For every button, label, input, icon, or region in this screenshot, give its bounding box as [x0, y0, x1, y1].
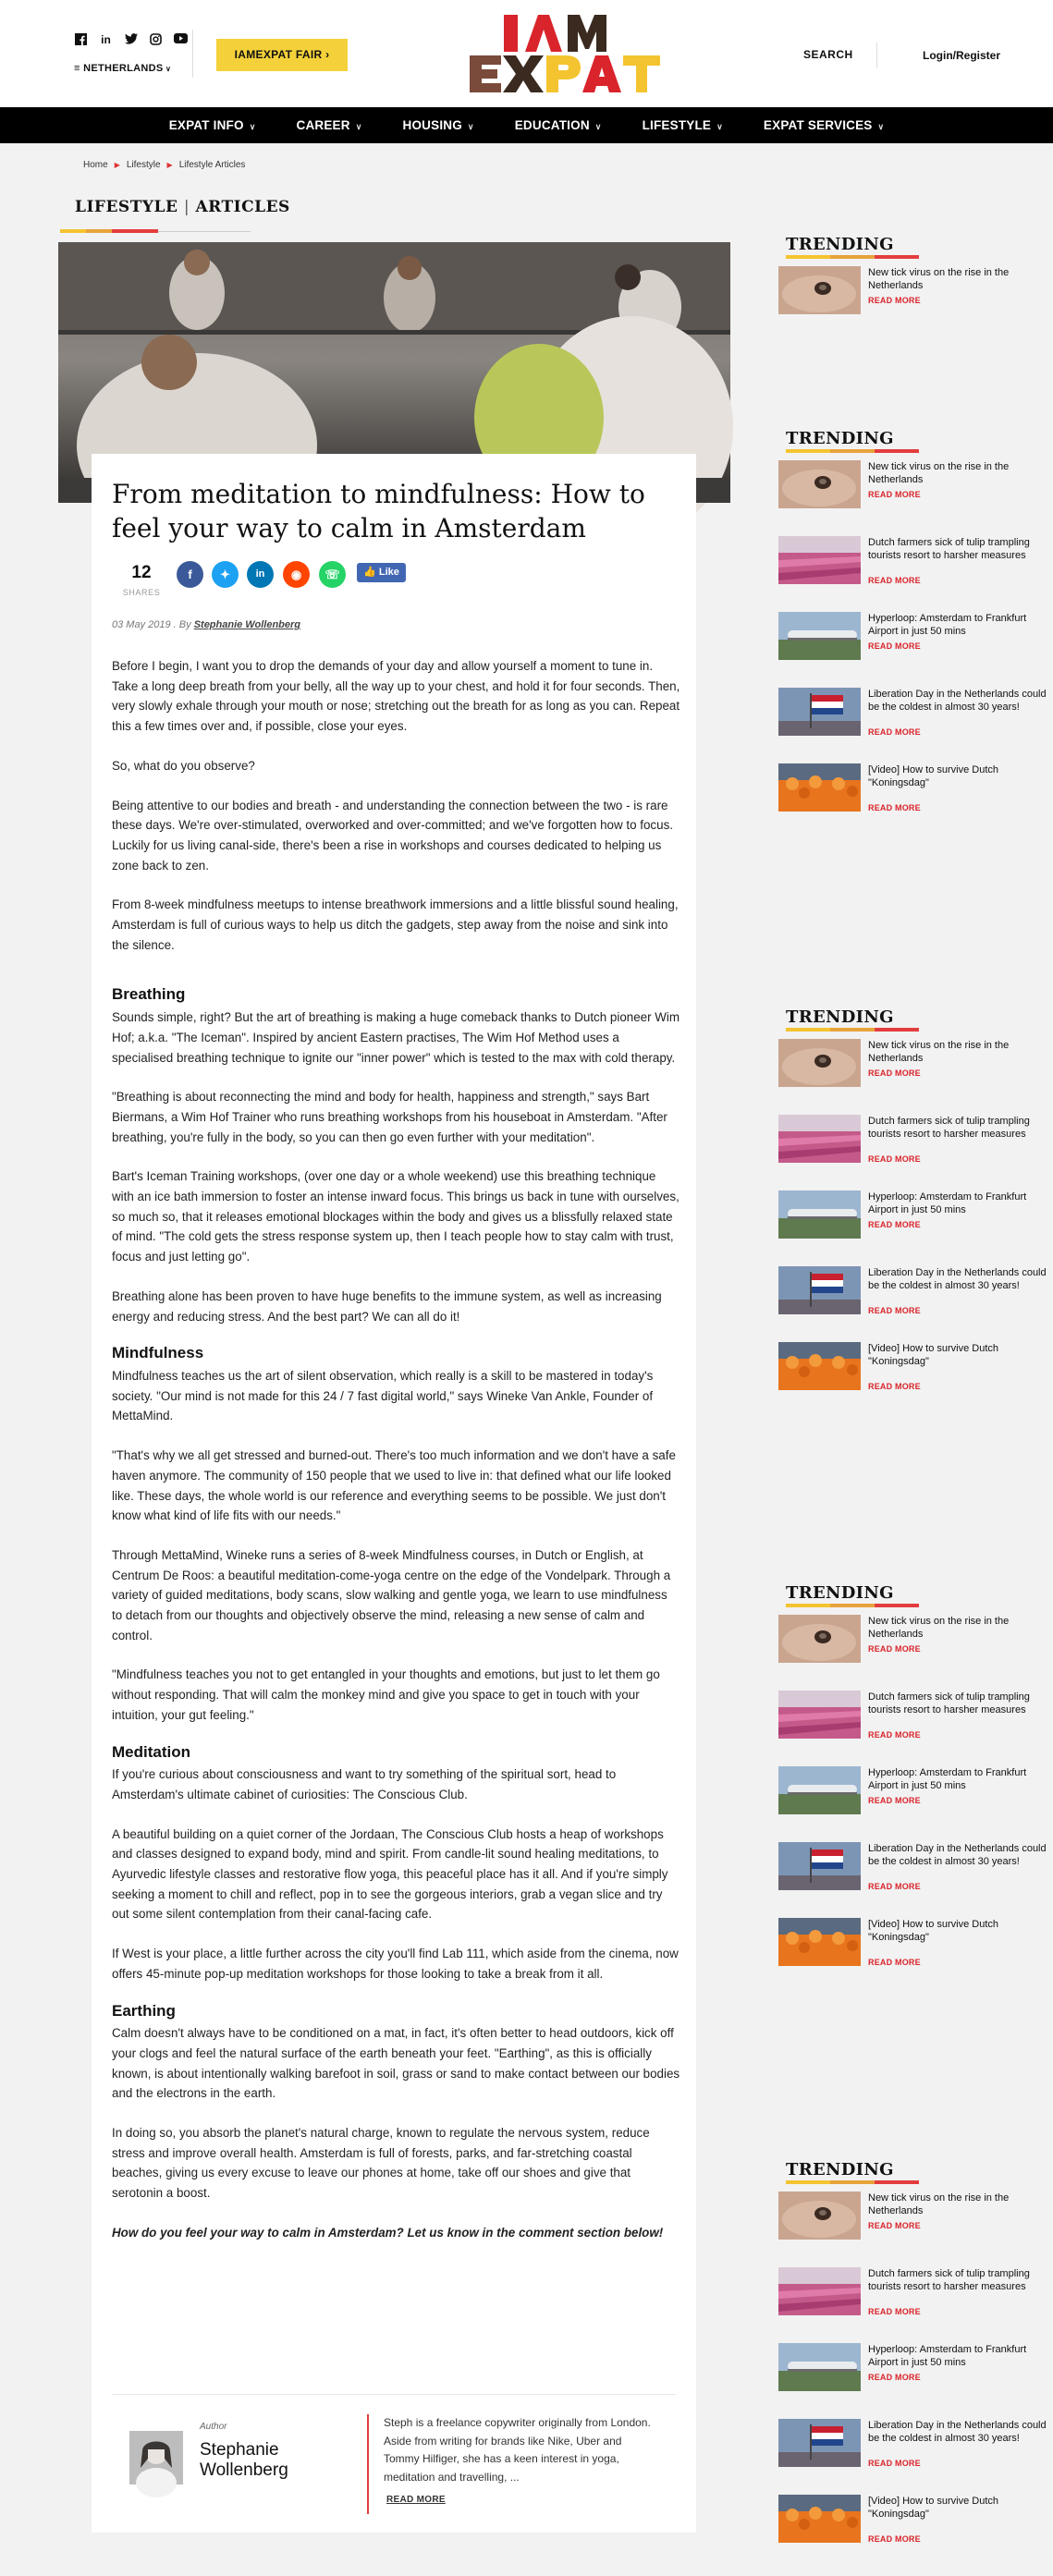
stripe-segment [786, 1604, 830, 1607]
trending-heading: TRENDING [786, 429, 894, 448]
trending-heading: TRENDING [786, 2160, 894, 2179]
chevron-down-icon: ∨ [355, 122, 362, 131]
author-avatar [129, 2431, 183, 2484]
divider [192, 30, 193, 78]
paragraph: Calm doesn't always have to be conditioned on a mat, in fact, it's often better to head outdoors, kick off your clogs and feel the natural surface of the earth beneath your feet. "Earthing", as this is officially known, is about intentionally walking barefoot in soil, grass or sand to make contact between our bodies and the electrons in the earth. [112, 2026, 680, 2101]
trending-thumbnail[interactable] [778, 1190, 861, 1239]
trending-item-tick-virus[interactable] [778, 266, 1053, 335]
trending-thumbnail[interactable] [778, 536, 861, 584]
trending-item-title[interactable]: New tick virus on the rise in the Netherlands [868, 267, 1010, 291]
subheading-mindfulness: Mindfulness [112, 1344, 204, 1362]
trending-read-more[interactable]: READ MORE [868, 727, 921, 737]
trending-read-more[interactable]: READ MORE [868, 2373, 921, 2382]
trending-item-title[interactable]: New tick virus on the rise in the Netherlands [868, 1616, 1010, 1640]
breadcrumb-lifestyle-articles[interactable]: Lifestyle Articles [178, 160, 246, 170]
trending-heading: TRENDING [786, 1583, 894, 1603]
trending-item-title[interactable]: Hyperloop: Amsterdam to Frankfurt Airport in just 50 mins [868, 1767, 1027, 1791]
trending-read-more[interactable]: READ MORE [868, 1220, 921, 1229]
whatsapp-icon: ☏ [324, 568, 340, 581]
trending-item-title[interactable]: Liberation Day in the Netherlands could be the coldest in almost 30 years! [868, 2420, 1047, 2444]
trending-item-title[interactable]: Hyperloop: Amsterdam to Frankfurt Airport in just 50 mins [868, 613, 1027, 637]
trending-thumbnail[interactable] [778, 266, 861, 314]
trending-item-title[interactable]: Dutch farmers sick of tulip trampling tourists resort to harsher measures [868, 2268, 1030, 2292]
social-links [74, 33, 188, 47]
trending-item-liberation-day[interactable] [778, 1842, 1053, 1911]
trending-read-more[interactable]: READ MORE [868, 2221, 921, 2230]
trending-thumbnail[interactable] [778, 1039, 861, 1087]
chevron-down-icon: ∨ [594, 122, 602, 131]
trending-item-koningsdag[interactable] [778, 2495, 1053, 2563]
trending-item-title[interactable]: New tick virus on the rise in the Netherlands [868, 461, 1010, 485]
breadcrumb [83, 160, 245, 170]
trending-item-title[interactable]: [Video] How to survive Dutch "Koningsdag" [868, 1919, 999, 1943]
article-meta: 03 May 2019 . By Stephanie Wollenberg [112, 619, 300, 630]
paragraph: If West is your place, a little further across the city you'll find Lab 111, which aside from the cinema, now offers 45-minute pop-up meditation workshops for those looking to take a break from it all. [112, 1947, 679, 1981]
trending-read-more[interactable]: READ MORE [868, 1306, 921, 1315]
country-selector[interactable]: ≡ NETHERLANDS ∨ [74, 63, 172, 74]
trending-thumbnail[interactable] [778, 2419, 861, 2467]
stripe-segment [786, 2180, 830, 2184]
trending-item-tulip-tourists[interactable] [778, 2267, 1053, 2336]
menu-icon: ≡ [74, 63, 84, 74]
share-count: 12 SHARES [122, 563, 161, 597]
paragraph: So, what do you observe? [112, 758, 255, 773]
trending-read-more[interactable]: READ MORE [868, 2534, 921, 2544]
trending-read-more[interactable]: READ MORE [868, 576, 921, 585]
trending-item-tulip-tourists[interactable] [778, 1115, 1053, 1183]
facebook-like-button[interactable]: 👍 Like [357, 563, 406, 582]
trending-item-tick-virus[interactable] [778, 1039, 1053, 1107]
trending-item-koningsdag[interactable] [778, 1342, 1053, 1410]
nav-item-expat-services[interactable]: EXPAT SERVICES ∨ [763, 118, 885, 132]
subheading-breathing: Breathing [112, 985, 186, 1004]
trending-widget [778, 429, 1053, 845]
twitter-icon: ✦ [220, 568, 230, 581]
trending-item-title[interactable]: [Video] How to survive Dutch "Koningsdag" [868, 1343, 999, 1367]
trending-thumbnail[interactable] [778, 1615, 861, 1663]
author-divider [367, 2414, 369, 2514]
trending-read-more[interactable]: READ MORE [868, 490, 921, 499]
trending-stripe [786, 255, 919, 259]
trending-item-hyperloop[interactable] [778, 612, 1053, 680]
trending-thumbnail[interactable] [778, 763, 861, 812]
stripe-segment [786, 1028, 830, 1032]
paragraph: In doing so, you absorb the planet's natural charge, known to regulate the nervous system, reduce stress and improve overall health. Amsterdam is full of forests, parks, and far-stretching coastal beaches, giving us every excuse to leave our phones at home, take off our shoes and give that serotonin a boost. [112, 2126, 650, 2201]
trending-read-more[interactable]: READ MORE [868, 1644, 921, 1654]
stripe-segment [830, 2180, 875, 2184]
trending-thumbnail[interactable] [778, 460, 861, 508]
nav-item-education[interactable]: EDUCATION ∨ [514, 118, 602, 132]
trending-thumbnail[interactable] [778, 1691, 861, 1739]
trending-item-tulip-tourists[interactable] [778, 1691, 1053, 1759]
article-title: From meditation to mindfulness: How to feel your way to calm in Amsterdam [112, 479, 645, 543]
trending-thumbnail[interactable] [778, 612, 861, 660]
stripe-segment [830, 1028, 875, 1032]
nav-item-career[interactable]: CAREER ∨ [296, 118, 362, 132]
trending-item-title[interactable]: [Video] How to survive Dutch "Koningsdag" [868, 2496, 999, 2520]
facebook-icon[interactable] [74, 33, 88, 47]
trending-item-title[interactable]: Liberation Day in the Netherlands could be the coldest in almost 30 years! [868, 1267, 1047, 1291]
paragraph: If you're curious about consciousness and want to try something of the spiritual sort, head to Amsterdam's ultimate cabinet of curiosities: The Conscious Club. [112, 1767, 617, 1801]
iamexpat-fair-button[interactable]: IAMEXPAT FAIR › [216, 39, 348, 71]
trending-stripe [786, 1604, 919, 1607]
trending-read-more[interactable]: READ MORE [868, 1796, 921, 1805]
trending-item-tick-virus[interactable] [778, 460, 1053, 529]
login-register-link[interactable]: Login/Register [923, 49, 1001, 62]
trending-item-title[interactable]: Hyperloop: Amsterdam to Frankfurt Airport in just 50 mins [868, 2344, 1027, 2368]
trending-read-more[interactable]: READ MORE [868, 2307, 921, 2316]
trending-read-more[interactable]: READ MORE [868, 2459, 921, 2468]
subheading-meditation: Meditation [112, 1742, 190, 1761]
trending-item-koningsdag[interactable] [778, 763, 1053, 832]
paragraph: Before I begin, I want you to drop the demands of your day and allow yourself a moment to tune in. Take a long deep breath from your belly, all the way up to your chest, and hold it for four seconds. Then, very slowly exhale through your mouth or nose; stretching out the breath for as long as you can. Repeat this a few times over and, if possible, close your eyes. [112, 659, 680, 734]
paragraph: Through MettaMind, Wineke runs a series of 8-week Mindfulness courses, in Dutch or English, at Centrum De Roos: a beautiful meditation-come-yoga centre on the edge of the Vondelpark. Through a variety of guided meditations, body scans, slow walking and gentle yoga, we learn to use mindfulness to detach from our thoughts and objectively observe the mind, releasing a new sense of calm and control. [112, 1547, 671, 1642]
trending-widget [778, 2160, 1053, 2576]
arrow-right-icon: ▶ [166, 161, 173, 169]
paragraph: Breathing alone has been proven to have huge benefits to the immune system, as well as increasing energy and reducing stress. And the best part? We can all do it! [112, 1288, 662, 1324]
trending-read-more[interactable]: READ MORE [868, 1068, 921, 1078]
trending-read-more[interactable]: READ MORE [868, 1958, 921, 1967]
share-linkedin-button[interactable] [247, 561, 274, 588]
trending-widget [778, 1007, 1053, 1423]
stripe-segment [875, 2180, 919, 2184]
title-stripe [86, 229, 112, 233]
trending-thumbnail[interactable] [778, 1115, 861, 1163]
trending-widget [778, 1583, 1053, 1999]
trending-thumbnail[interactable] [778, 1842, 861, 1890]
trending-read-more[interactable]: READ MORE [868, 641, 921, 651]
trending-thumbnail[interactable] [778, 1766, 861, 1814]
trending-thumbnail[interactable] [778, 2495, 861, 2543]
trending-item-title[interactable]: Hyperloop: Amsterdam to Frankfurt Airport in just 50 mins [868, 1191, 1027, 1215]
trending-item-title[interactable]: Dutch farmers sick of tulip trampling tourists resort to harsher measures [868, 1691, 1030, 1715]
trending-thumbnail[interactable] [778, 2343, 861, 2391]
paragraph: "That's why we all get stressed and burned-out. There's too much information and we don't have a safe haven anymore. The community of 150 people that we used to live in: that defined what our life looked like. These days, the whole world is our reference and everything seems to be possible. We just don't know what kind of life fits with our needs." [112, 1448, 676, 1523]
chevron-down-icon: ∨ [163, 65, 172, 73]
trending-heading: TRENDING [786, 1007, 894, 1027]
trending-item-title[interactable]: Liberation Day in the Netherlands could be the coldest in almost 30 years! [868, 1843, 1047, 1867]
trending-thumbnail[interactable] [778, 2267, 861, 2315]
trending-stripe [786, 449, 919, 453]
share-facebook-button[interactable] [177, 561, 203, 588]
stripe-segment [875, 1604, 919, 1607]
twitter-icon[interactable] [124, 33, 138, 47]
stripe-segment [830, 449, 875, 453]
site-header [0, 0, 1053, 107]
trending-read-more[interactable]: READ MORE [868, 1382, 921, 1391]
author-label: Author [200, 2422, 227, 2432]
author-bio: Steph is a freelance copywriter originally from London. Aside from writing for brands like Nike, Uber and Tommy Hilfiger, she has a keen interest in yoga, meditation and travelling, ... [384, 2416, 651, 2484]
trending-item-tulip-tourists[interactable] [778, 536, 1053, 604]
nav-item-housing[interactable]: HOUSING ∨ [402, 118, 474, 132]
linkedin-icon[interactable]: in [101, 33, 111, 46]
trending-item-title[interactable]: Liberation Day in the Netherlands could be the coldest in almost 30 years! [868, 689, 1047, 713]
paragraph: "Breathing is about reconnecting the mind and body for health, happiness and strength," says Bart Biermans, a Wim Hof Trainer who runs breathing workshops from his houseboat in Amsterdam. "After breathing, you're fully in the body, so you can then go even further with your meditation". [112, 1090, 667, 1144]
breadcrumb-home[interactable]: Home [83, 160, 108, 170]
facebook-icon: f [188, 568, 192, 581]
title-underline [158, 231, 251, 232]
trending-item-title[interactable]: Dutch farmers sick of tulip trampling tourists resort to harsher measures [868, 1116, 1030, 1140]
trending-heading: TRENDING [786, 235, 894, 254]
search-button[interactable]: SEARCH [803, 48, 853, 61]
paragraph: Being attentive to our bodies and breath - and understanding the connection between the two - is rare these days. We're over-stimulated, overworked and over-committed; and we've forgotten how to focus. Luckily for us living canal-side, there's been a rise in workshops and courses dedicated to helping us zone back to zen. [112, 798, 673, 873]
stripe-segment [875, 1028, 919, 1032]
trending-thumbnail[interactable] [778, 688, 861, 736]
trending-stripe [786, 2180, 919, 2184]
trending-thumbnail[interactable] [778, 2191, 861, 2240]
trending-read-more[interactable]: READ MORE [868, 1882, 921, 1891]
trending-item-title[interactable]: [Video] How to survive Dutch "Koningsdag" [868, 764, 999, 788]
trending-item-hyperloop[interactable] [778, 1766, 1053, 1835]
linkedin-icon: in [255, 568, 265, 580]
share-reddit-button[interactable] [283, 561, 310, 588]
share-whatsapp-button[interactable] [319, 561, 346, 588]
trending-thumbnail[interactable] [778, 1266, 861, 1314]
trending-read-more[interactable]: READ MORE [868, 1154, 921, 1164]
divider [876, 43, 877, 68]
chevron-down-icon: ∨ [716, 122, 723, 131]
arrow-right-icon: ▶ [114, 161, 120, 169]
trending-read-more[interactable]: READ MORE [868, 803, 921, 812]
instagram-icon[interactable] [149, 33, 163, 47]
subheading-earthing: Earthing [112, 2001, 176, 2020]
section-title: LIFESTYLE | ARTICLES [75, 198, 290, 216]
trending-item-hyperloop[interactable] [778, 1190, 1053, 1259]
stripe-segment [875, 449, 919, 453]
chevron-down-icon: ∨ [467, 122, 474, 131]
paragraph: From 8-week mindfulness meetups to intense breathwork immersions and a little blissful sound healing, Amsterdam is full of curious ways to help us ditch the gadgets, step away from the noise and sink into the silence. [112, 897, 679, 952]
reddit-icon: ◉ [290, 568, 302, 581]
trending-item-title[interactable]: Dutch farmers sick of tulip trampling tourists resort to harsher measures [868, 537, 1030, 561]
paragraph: A beautiful building on a quiet corner of the Jordaan, The Conscious Club hosts a heap of workshops and classes designed to expand body, mind and spirit. From candle-lit sound healing meditations, to Ayurvedic lifestyle classes and restorative flow yoga, this peaceful place has it all. And if you're simply seeking a moment to chill and reflect, pop in to see the gorgeous interiors, grab a vegan slice and try out some silent contemplation from their canal-facing cafe. [112, 1826, 668, 1922]
share-twitter-button[interactable] [212, 561, 239, 588]
trending-widget [778, 235, 1053, 348]
trending-stripe [786, 1028, 919, 1032]
trending-read-more[interactable]: READ MORE [868, 1730, 921, 1740]
trending-item-hyperloop[interactable] [778, 2343, 1053, 2411]
trending-item-liberation-day[interactable] [778, 688, 1053, 756]
nav-item-lifestyle[interactable]: LIFESTYLE ∨ [642, 118, 723, 132]
paragraph: Mindfulness teaches us the art of silent observation, which really is a skill to be mastered in today's society. "Our mind is not made for this 24 / 7 fast digital world," says Wineke Van Ankle, Founder of MettaMind. [112, 1368, 654, 1423]
trending-item-tick-virus[interactable] [778, 2191, 1053, 2260]
stripe-segment [830, 1604, 875, 1607]
nav-item-expat-info[interactable]: EXPAT INFO ∨ [168, 118, 256, 132]
trending-thumbnail[interactable] [778, 1918, 861, 1966]
stripe-segment [786, 449, 830, 453]
author-read-more-link[interactable]: READ MORE [386, 2495, 446, 2505]
chevron-down-icon: ∨ [877, 122, 885, 131]
main-nav [0, 107, 1053, 143]
paragraph: Bart's Iceman Training workshops, (over one day or a whole weekend) use this breathing technique with an ice bath immersion to foster an intense inward focus. This brings us back in tune with ourselves, so much so, that it releases emotional blockages within the body and gives us a blissfully relaxed state of mind. "The cold gets the stress response system up, then I teach people how to stay calm with trust, focus and just letting go". [112, 1169, 680, 1264]
trending-item-koningsdag[interactable] [778, 1918, 1053, 1986]
trending-thumbnail[interactable] [778, 1342, 861, 1390]
trending-item-liberation-day[interactable] [778, 1266, 1053, 1335]
thumbs-up-icon: 👍 [363, 567, 376, 578]
paragraph: Sounds simple, right? But the art of breathing is making a huge comeback thanks to Dutch pioneer Wim Hof; a.k.a. "The Iceman". Inspired by ancient Eastern practises, The Wim Hof Method uses a specialised breathing technique to ignite our "inner power" which is tested to the max with cold therapy. [112, 1010, 680, 1065]
iamexpat-logo[interactable] [470, 15, 667, 92]
chevron-right-icon: › [325, 48, 330, 61]
stripe-segment [786, 255, 830, 259]
trending-item-tick-virus[interactable] [778, 1615, 1053, 1683]
chevron-down-icon: ∨ [249, 122, 256, 131]
trending-item-liberation-day[interactable] [778, 2419, 1053, 2487]
paragraph: "Mindfulness teaches you not to get entangled in your thoughts and emotions, but just to let them go without responding. That will calm the monkey mind and give you space to get in touch with your intuition, your gut feeling." [112, 1667, 660, 1722]
youtube-icon[interactable] [174, 33, 188, 47]
stripe-segment [875, 255, 919, 259]
closing-question: How do you feel your way to calm in Amsterdam? Let us know in the comment section below! [112, 2225, 664, 2240]
breadcrumb-lifestyle[interactable]: Lifestyle [126, 160, 161, 170]
author-link[interactable]: Stephanie Wollenberg [193, 619, 300, 630]
author-name[interactable]: Stephanie Wollenberg [200, 2440, 288, 2480]
article-body [112, 656, 680, 2243]
title-stripe [60, 229, 86, 233]
title-stripe [112, 229, 158, 233]
trending-item-title[interactable]: New tick virus on the rise in the Netherlands [868, 2192, 1010, 2216]
stripe-segment [830, 255, 875, 259]
trending-item-title[interactable]: New tick virus on the rise in the Netherlands [868, 1040, 1010, 1064]
trending-read-more[interactable]: READ MORE [868, 296, 921, 305]
